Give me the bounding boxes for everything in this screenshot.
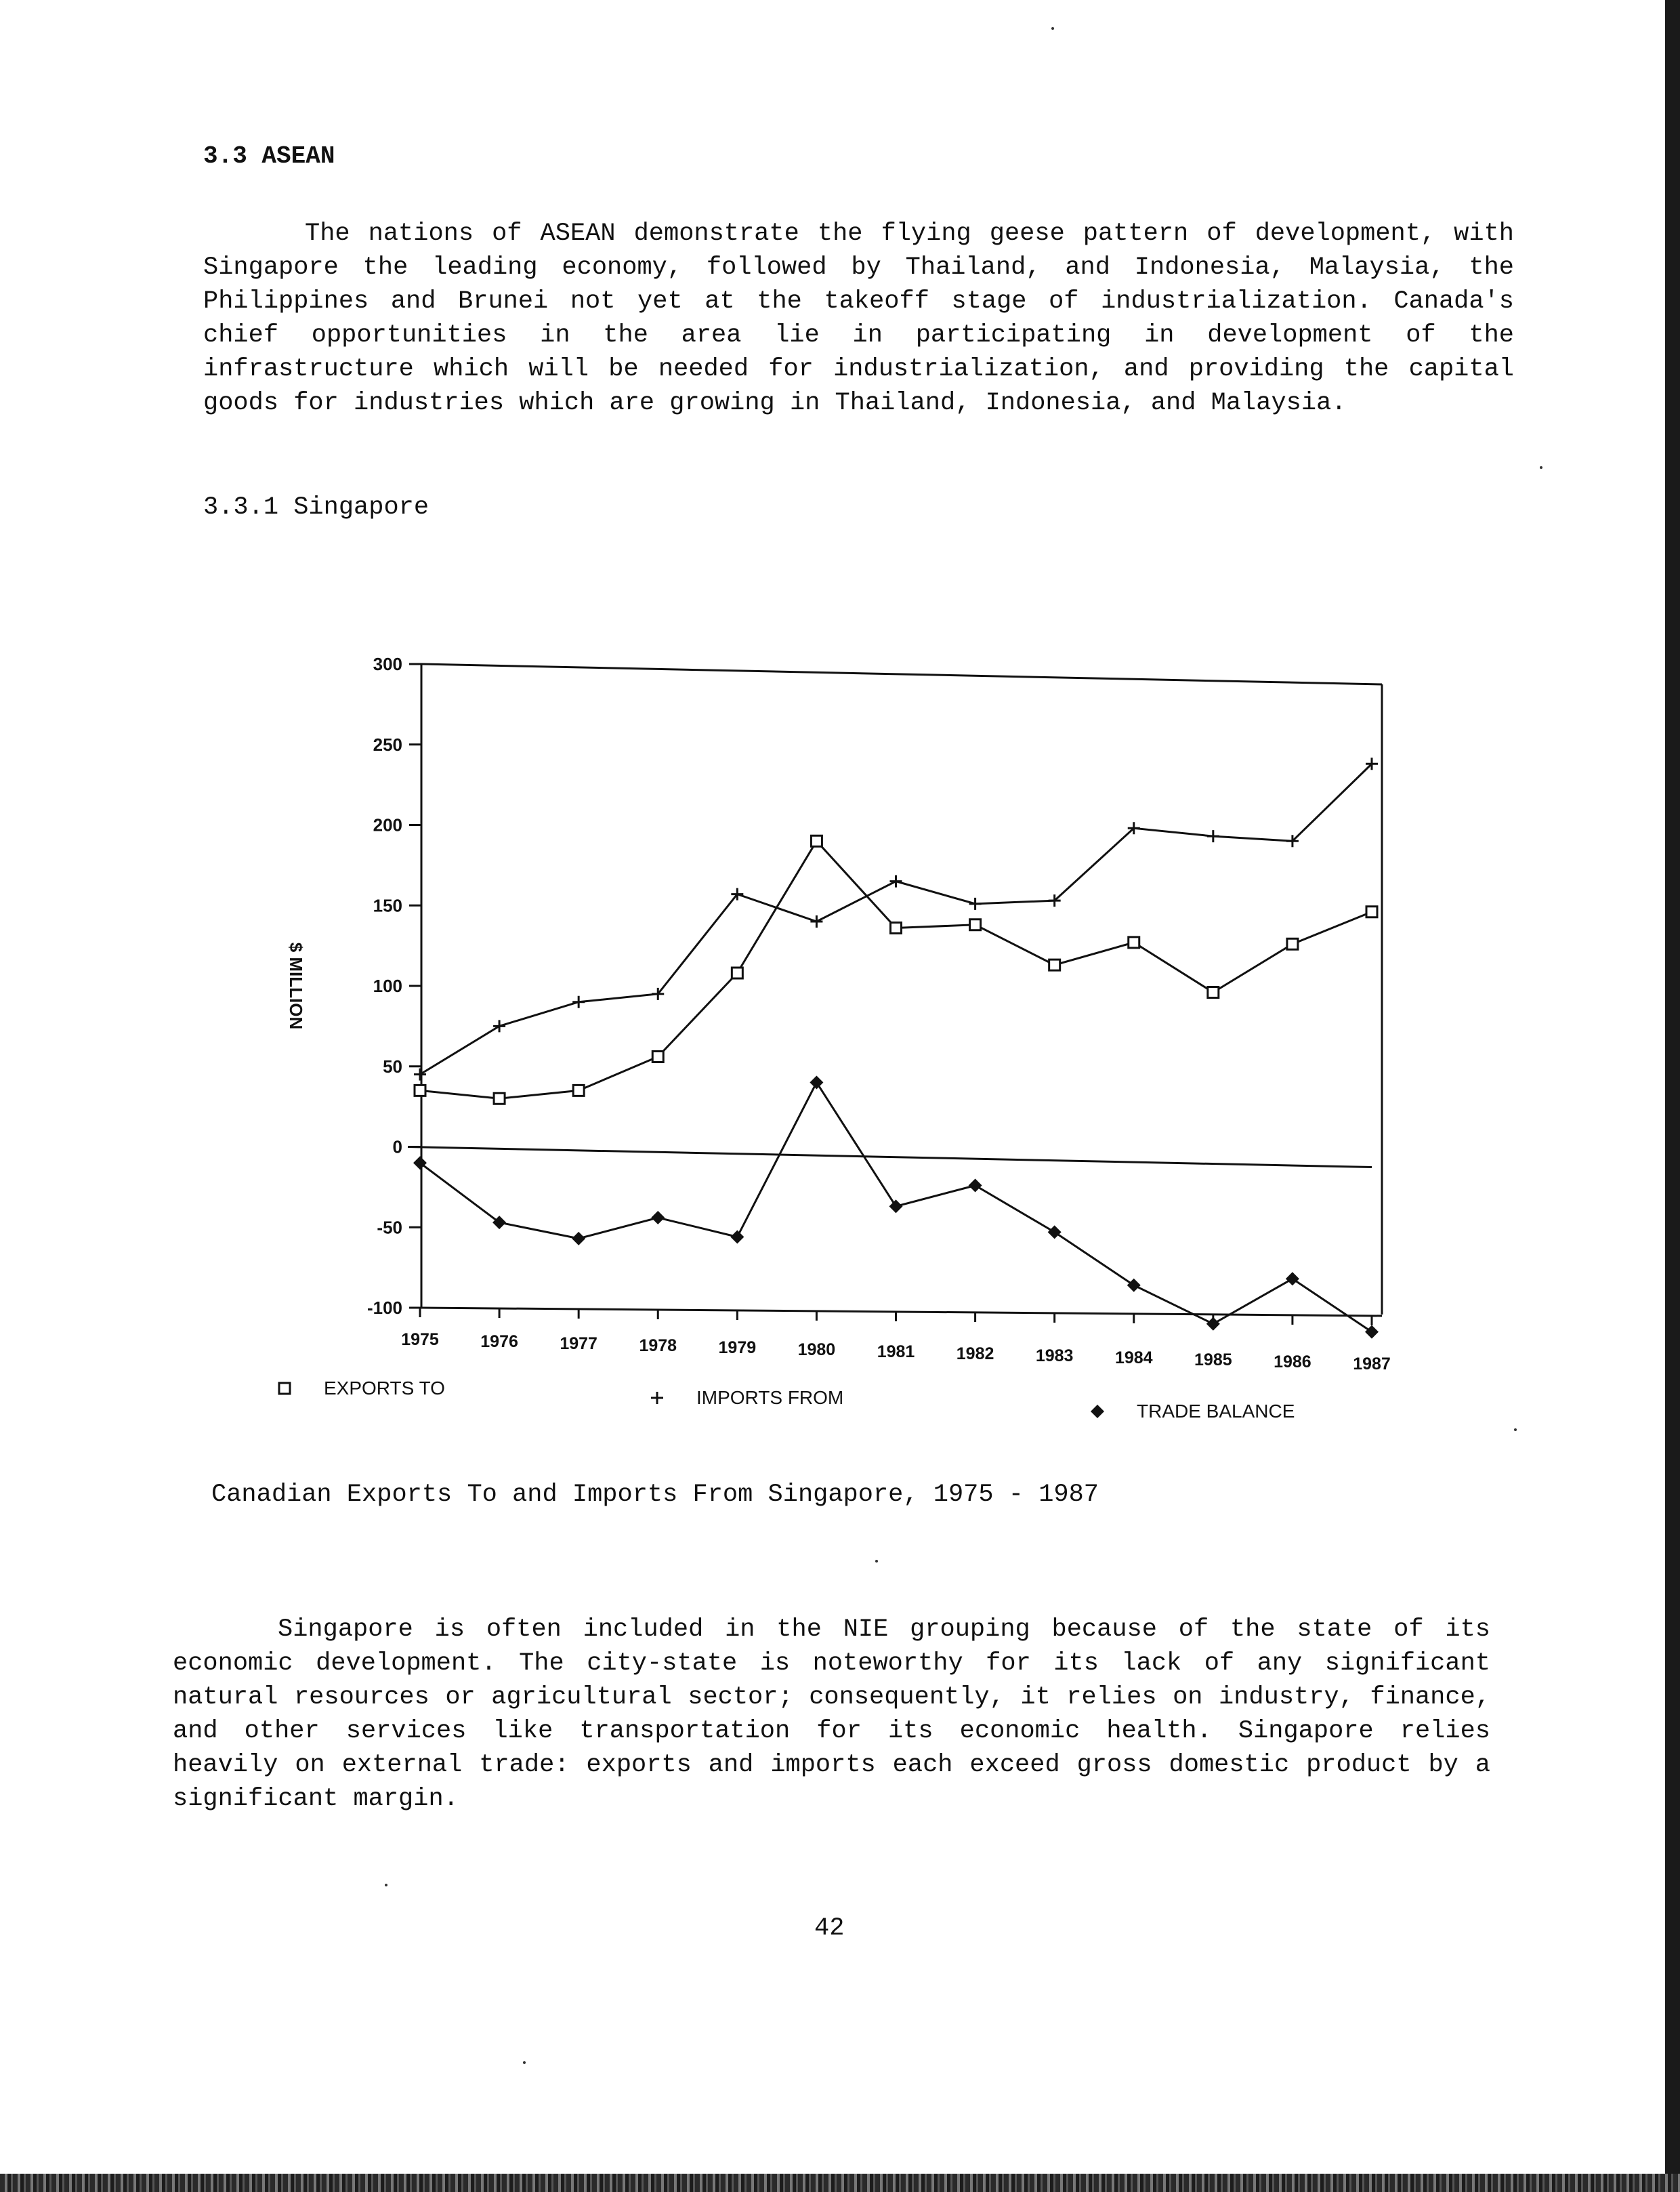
exports-to-point (652, 1052, 663, 1062)
trade-balance-point (730, 1231, 744, 1244)
y-tick-label: 0 (392, 1136, 402, 1157)
trade-balance-point (969, 1179, 982, 1193)
exports-to-point (1208, 987, 1219, 998)
y-tick-label: 100 (373, 976, 402, 996)
exports-to-point (970, 919, 981, 930)
imports-from-point (1207, 830, 1219, 842)
x-tick-label: 1978 (639, 1336, 677, 1355)
exports-to-point (811, 835, 822, 846)
y-tick-label: 300 (373, 654, 402, 674)
trade-balance-point (1048, 1225, 1062, 1239)
scan-edge-bottom (0, 2174, 1680, 2192)
y-tick-label: 250 (373, 734, 402, 755)
y-axis-label: $ MILLION (286, 942, 306, 1030)
chart-caption: Canadian Exports To and Imports From Singapore, 1975 - 1987 (211, 1481, 1099, 1509)
y-tick-label: -100 (366, 1298, 402, 1318)
legend-marker-trade-balance (1091, 1405, 1104, 1418)
scan-speck (1540, 466, 1542, 469)
zero-line (408, 1147, 1372, 1167)
legend-label-exports-to: EXPORTS TO (324, 1378, 445, 1399)
x-tick-label: 1987 (1353, 1355, 1391, 1373)
legend-label-imports-from: IMPORTS FROM (696, 1387, 844, 1408)
imports-from-point (890, 875, 902, 888)
x-tick-label: 1981 (877, 1342, 915, 1361)
exports-to-point (732, 968, 742, 978)
trade-balance-point (1206, 1317, 1220, 1331)
trade-balance-point (651, 1211, 665, 1224)
x-tick-label: 1980 (797, 1340, 836, 1359)
scan-speck (875, 1560, 878, 1563)
x-tick-label: 1982 (956, 1344, 994, 1363)
trade-balance-point (1127, 1279, 1141, 1292)
x-tick-label: 1975 (401, 1330, 439, 1349)
imports-from-point (810, 915, 822, 928)
x-tick-label: 1983 (1035, 1346, 1074, 1365)
imports-from-point (414, 1069, 426, 1081)
legend-marker-exports-to (279, 1383, 290, 1394)
x-tick-label: 1979 (718, 1338, 757, 1357)
trade-balance-point (889, 1199, 903, 1213)
trade-balance-point (572, 1232, 585, 1245)
legend-label-trade-balance: TRADE BALANCE (1137, 1401, 1295, 1422)
exports-to-point (494, 1093, 505, 1104)
imports-from-point (969, 898, 982, 910)
exports-to-point (1129, 937, 1139, 948)
x-tick-label: 1985 (1194, 1350, 1232, 1369)
exports-to-point (891, 923, 902, 934)
scan-speck (1051, 27, 1054, 30)
x-tick-label: 1986 (1274, 1352, 1311, 1371)
imports-from-point (493, 1020, 505, 1032)
trade-balance-point (1286, 1272, 1299, 1285)
y-tick-label: -50 (377, 1217, 402, 1238)
section-heading: 3.3 ASEAN (203, 142, 335, 170)
y-tick-label: 50 (383, 1056, 402, 1077)
trade-balance-point (1365, 1325, 1379, 1339)
legend-marker-imports-from (651, 1392, 663, 1404)
scan-edge-right (1665, 0, 1680, 2192)
scan-speck (385, 1884, 387, 1886)
imports-from-point (572, 996, 585, 1008)
exports-to-point (1049, 959, 1060, 970)
scan-speck (523, 2061, 526, 2064)
exports-to-point (1366, 907, 1377, 917)
singapore-paragraph: Singapore is often included in the NIE grouping because of the state of its economic development. The city-state is noteworthy for its lack of any significant natural resources or agricultural sector; consequently, it relies on industry, finance, and other services like transportation for its economic health. Singapore relies heavily on external trade: exports and imports each exceed gross domestic product by a significant margin. (173, 1615, 1490, 1813)
x-tick-label: 1976 (480, 1332, 518, 1351)
exports-to-point (573, 1085, 584, 1096)
page-number: 42 (814, 1914, 845, 1943)
exports-to-point (1287, 938, 1298, 949)
scan-speck (1514, 1428, 1517, 1431)
trade-balance-point (810, 1076, 823, 1090)
y-tick-label: 200 (373, 814, 402, 835)
y-tick-label: 150 (373, 895, 402, 916)
imports-from-line (420, 764, 1372, 1074)
x-tick-label: 1984 (1114, 1348, 1153, 1367)
subsection-heading: 3.3.1 Singapore (203, 493, 429, 522)
intro-paragraph: The nations of ASEAN demonstrate the flying geese pattern of development, with Singapore the leading economy, followed by Thailand, and Indonesia, Malaysia, the Philippines and Brunei not yet at the takeoff stage of industrialization. Canada's chief opportunities in the area lie in participating in development of the infrastructure which will be needed for industrialization, and providing the capital goods for industries which are growing in Thailand, Indonesia, and Malaysia. (203, 220, 1514, 417)
exports-to-point (415, 1085, 425, 1096)
plot-frame-top (421, 664, 1382, 684)
x-tick-label: 1977 (560, 1334, 597, 1353)
